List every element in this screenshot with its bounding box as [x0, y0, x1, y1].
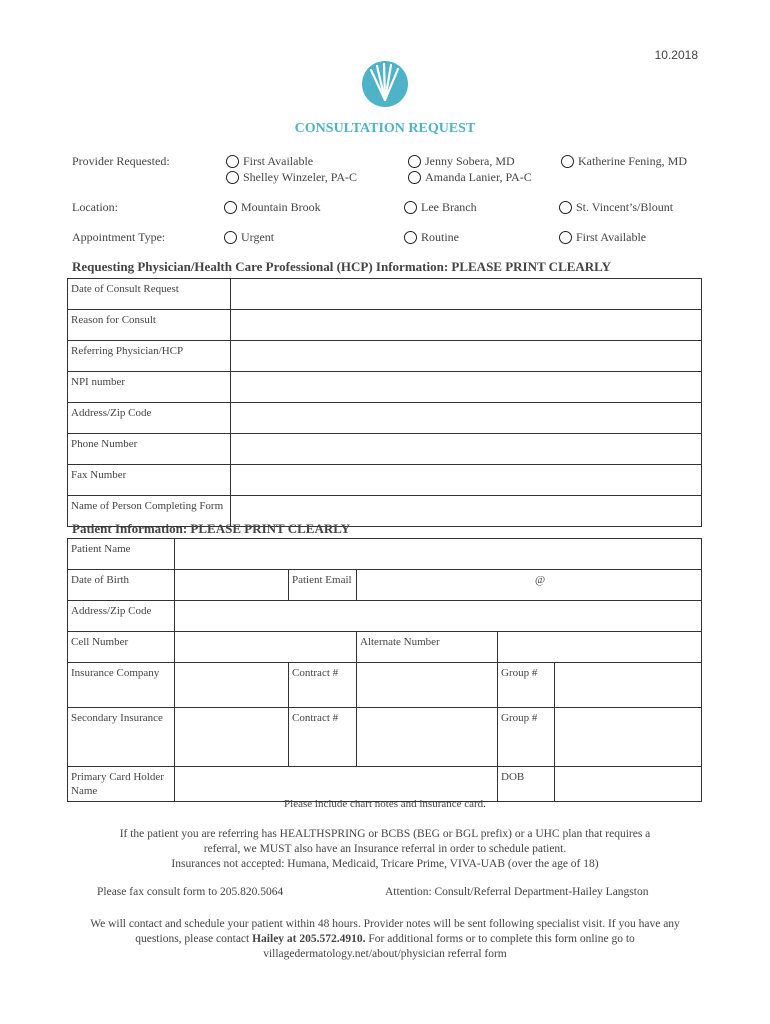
- secondary-group-field[interactable]: [555, 708, 702, 767]
- table-row: [68, 632, 702, 663]
- provider-label: Provider Requested:: [72, 154, 170, 168]
- at-sign: @: [535, 574, 546, 586]
- hcp-address-field[interactable]: [231, 403, 702, 434]
- patient-name-field[interactable]: [175, 539, 702, 570]
- table-row: [68, 403, 702, 434]
- appointment-option-urgent[interactable]: Urgent: [224, 230, 274, 245]
- page-title: CONSULTATION REQUEST: [294, 121, 476, 136]
- insurance-notice-line: If the patient you are referring has HEALTHSPRING or BCBS (BEG or BGL prefix) or a UHC plan that requires a: [119, 828, 651, 840]
- table-row: [68, 601, 702, 632]
- location-option-mountain-brook[interactable]: Mountain Brook: [224, 200, 321, 215]
- radio-icon[interactable]: [559, 231, 572, 244]
- secondary-contract-field[interactable]: [357, 708, 498, 767]
- field-label: Date of Birth: [68, 570, 175, 601]
- table-row: [68, 434, 702, 465]
- table-row: [68, 279, 702, 310]
- secondary-insurance-field[interactable]: [175, 708, 289, 767]
- field-label: Secondary Insurance: [68, 708, 175, 767]
- provider-option-shelley-winzeler[interactable]: Shelley Winzeler, PA-C: [226, 170, 357, 185]
- contact-text-continued: For additional forms or to complete this form online go to: [365, 933, 635, 945]
- reason-for-consult-field[interactable]: [231, 310, 702, 341]
- location-option-lee-branch[interactable]: Lee Branch: [404, 200, 477, 215]
- cell-number-field[interactable]: [175, 632, 357, 663]
- location-label: Location:: [72, 200, 118, 214]
- clinic-logo-icon: [361, 60, 409, 108]
- table-row: [68, 372, 702, 403]
- hcp-phone-field[interactable]: [231, 434, 702, 465]
- table-row: [68, 708, 702, 767]
- hcp-info-table: [67, 278, 702, 527]
- table-row: [68, 465, 702, 496]
- field-label: Primary Card Holder Name: [68, 767, 175, 802]
- contract-number-field[interactable]: [357, 663, 498, 708]
- hcp-fax-field[interactable]: [231, 465, 702, 496]
- radio-icon[interactable]: [224, 231, 237, 244]
- field-label: Patient Name: [68, 539, 175, 570]
- primary-card-holder-field[interactable]: [175, 767, 498, 802]
- table-row: [68, 767, 702, 802]
- field-label: Alternate Number: [357, 632, 498, 663]
- radio-icon[interactable]: [226, 155, 239, 168]
- table-row: [68, 341, 702, 372]
- table-row: [68, 570, 702, 601]
- field-label: NPI number: [68, 372, 231, 403]
- insurance-notice-line: referral, we MUST also have an Insurance referral in order to schedule patient.: [203, 843, 567, 855]
- field-label: Address/Zip Code: [68, 601, 175, 632]
- field-label: Patient Email: [289, 570, 357, 601]
- field-label: Group #: [498, 708, 555, 767]
- radio-icon[interactable]: [408, 171, 421, 184]
- table-row: [68, 310, 702, 341]
- radio-icon[interactable]: [561, 155, 574, 168]
- field-label: Referring Physician/HCP: [68, 341, 231, 372]
- alternate-number-field[interactable]: [498, 632, 702, 663]
- appointment-option-routine[interactable]: Routine: [404, 230, 459, 245]
- referral-url[interactable]: villagedermatology.net/about/physician referral form: [263, 948, 507, 960]
- referring-physician-field[interactable]: [231, 341, 702, 372]
- hcp-section-heading: Requesting Physician/Health Care Professional (HCP) Information: PLEASE PRINT CLEARLY: [72, 259, 612, 274]
- table-row: [68, 539, 702, 570]
- npi-number-field[interactable]: [231, 372, 702, 403]
- field-label: Phone Number: [68, 434, 231, 465]
- field-label: Address/Zip Code: [68, 403, 231, 434]
- chart-notes-instruction: Please include chart notes and insurance card.: [284, 798, 486, 810]
- table-row: [68, 663, 702, 708]
- card-holder-dob-field[interactable]: [555, 767, 702, 802]
- location-option-st-vincents[interactable]: St. Vincent’s/Blount: [559, 200, 673, 215]
- field-label: Fax Number: [68, 465, 231, 496]
- radio-icon[interactable]: [226, 171, 239, 184]
- field-label: Name of Person Completing Form: [68, 496, 231, 527]
- attention-line: Attention: Consult/Referral Department-Hailey Langston: [385, 886, 649, 898]
- field-label: Group #: [498, 663, 555, 708]
- contact-paragraph: [70, 917, 700, 962]
- patient-info-table: [67, 538, 702, 802]
- radio-icon[interactable]: [224, 201, 237, 214]
- patient-address-field[interactable]: [175, 601, 702, 632]
- insurance-company-field[interactable]: [175, 663, 289, 708]
- contact-phone: Hailey at 205.572.4910.: [252, 933, 366, 945]
- provider-option-amanda-lanier[interactable]: Amanda Lanier, PA-C: [408, 170, 532, 185]
- field-label: DOB: [498, 767, 555, 802]
- field-label: Insurance Company: [68, 663, 175, 708]
- group-number-field[interactable]: [555, 663, 702, 708]
- field-label: Contract #: [289, 708, 357, 767]
- patient-section-heading: Patient Information: PLEASE PRINT CLEARLY: [72, 521, 351, 536]
- field-label: Date of Consult Request: [68, 279, 231, 310]
- field-label: Contract #: [289, 663, 357, 708]
- fax-instruction: Please fax consult form to 205.820.5064: [97, 886, 284, 898]
- contact-text: We will contact and schedule your patient within 48 hours. Provider notes will be sent following specialist visit. If you have any questions, please contact: [90, 918, 680, 945]
- radio-icon[interactable]: [408, 155, 421, 168]
- insurance-notice-line: Insurances not accepted: Humana, Medicaid, Tricare Prime, VIVA-UAB (over the age of 18): [171, 858, 599, 870]
- insurance-notice: [70, 827, 700, 872]
- radio-icon[interactable]: [559, 201, 572, 214]
- form-version-date: 10.2018: [654, 48, 698, 62]
- patient-email-field[interactable]: [357, 570, 702, 601]
- provider-option-jenny-sobera[interactable]: Jenny Sobera, MD: [408, 154, 515, 169]
- radio-icon[interactable]: [404, 201, 417, 214]
- radio-icon[interactable]: [404, 231, 417, 244]
- provider-option-first-available[interactable]: First Available: [226, 154, 313, 169]
- date-of-consult-field[interactable]: [231, 279, 702, 310]
- appointment-type-label: Appointment Type:: [72, 230, 166, 244]
- field-label: Reason for Consult: [68, 310, 231, 341]
- patient-dob-field[interactable]: [175, 570, 289, 601]
- appointment-option-first-available[interactable]: First Available: [559, 230, 646, 245]
- provider-option-katherine-fening[interactable]: Katherine Fening, MD: [561, 154, 687, 169]
- field-label: Cell Number: [68, 632, 175, 663]
